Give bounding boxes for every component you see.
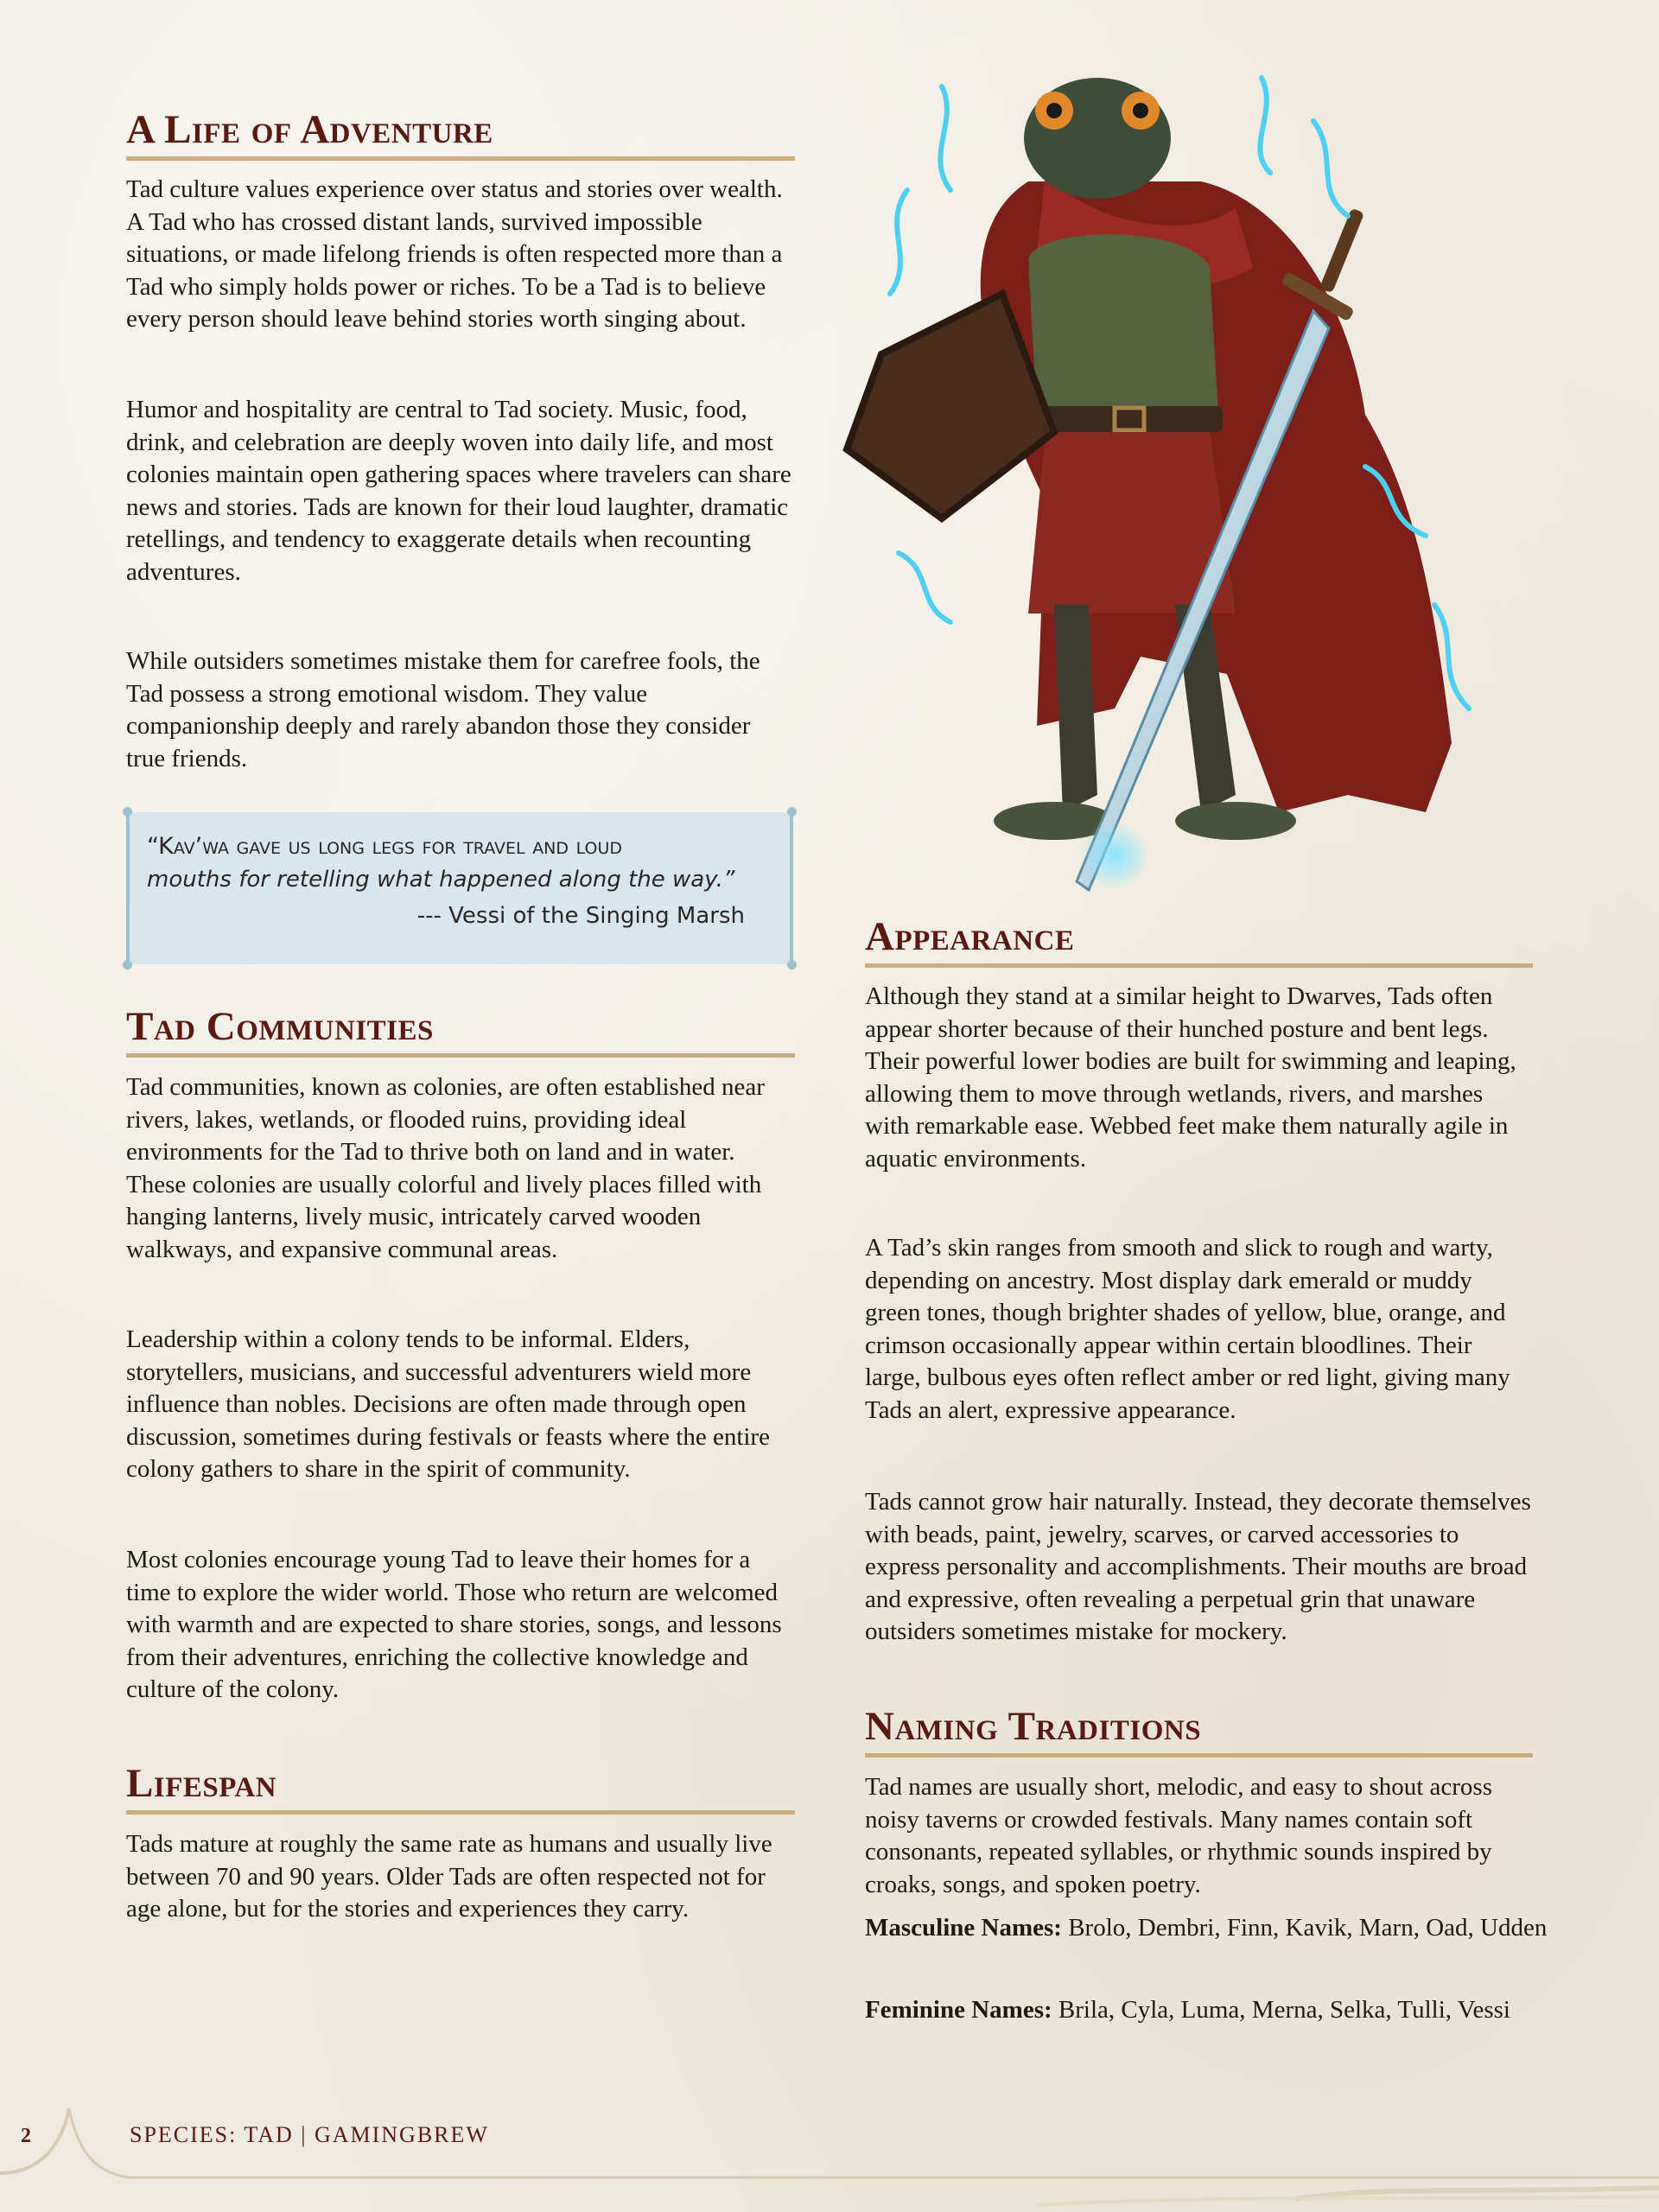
footer-flourish [0,2091,1659,2212]
communities-paragraph-3: Most colonies encourage young Tad to leave their homes for a time to explore the wider world. Those who return are welcomed with warmth and are expected to share stories, songs, and lessons from their adventures, enriching the collective knowledge and culture of the colony. [126,1546,782,1703]
foot-right-shape [1175,802,1296,840]
masculine-names-label: Masculine Names: [865,1914,1062,1942]
quote-corner-dot [787,807,797,817]
heading-naming: Naming Traditions [865,1706,1533,1758]
quote-text-line-1: “Kav’wa gave us long legs for travel and loud [147,833,623,860]
appearance-paragraph-3: Tads cannot grow hair naturally. Instead, they decorate themselves with beads, paint, jewelry, scarves, or carved accessories to express personality and accomplishments. Their mouths are broad and expressive, often revealing a perpetual grin that unaware outsiders sometimes mistake for mockery. [865,1488,1531,1645]
page-number: 2 [21,2125,31,2147]
quote-attribution: --- Vessi of the Singing Marsh [416,903,745,929]
frog-pupil-left [1046,103,1062,118]
quote-corner-dot [787,960,797,969]
appearance-paragraph-1: Although they stand at a similar height to Dwarves, Tads often appear shorter because of their hunched posture and bent legs. Their powerful lower bodies are built for swimming and leaping, allowing them to move through wetlands, rivers, and marshes with remarkable ease. Webbed feet make them naturally agile in aquatic environments. [865,982,1516,1173]
adventure-paragraph-3: While outsiders sometimes mistake them for carefree fools, the Tad possess a strong emotional wisdom. They value companionship deeply and rarely abandon those they consider true friends. [126,647,760,772]
armor-body-shape [1028,234,1218,428]
frog-pupil-right [1133,103,1148,118]
footer-title: SPECIES: TAD | GAMINGBREW [130,2122,489,2147]
adventure-paragraph-2: Humor and hospitality are central to Tad society. Music, food, drink, and celebration are deeply woven into daily life, and most colonies maintain open gathering spaces where travelers can share news and stories. Tads are known for their loud laughter, dramatic retellings, and tendency to exaggerate details when recounting adventures. [126,396,791,586]
quote-text-line-2: mouths for retelling what happened along the way.” [147,867,735,893]
frog-warrior-illustration [830,52,1555,925]
communities-paragraph-2: Leadership within a colony tends to be informal. Elders, storytellers, musicians, and successful adventurers wield more influence than nobles. Decisions are often made through open discussion, sometimes during festivals or feasts where the entire colony gathers to share in the spirit of community. [126,1325,770,1483]
lifespan-paragraph: Tads mature at roughly the same rate as humans and usually live between 70 and 90 years. Older Tads are often respected not for age alone, but for the stories and experiences they carry. [126,1830,772,1923]
quote-corner-dot [123,807,132,817]
adventure-paragraph-1: Tad culture values experience over status and stories over wealth. A Tad who has crossed distant lands, survived impossible situations, or made lifelong friends is often respected more than a Tad who simply holds power or riches. To be a Tad is to believe every person should leave behind stories worth singing about. [126,175,783,333]
quote-corner-dot [123,960,132,969]
feminine-names-label: Feminine Names: [865,1996,1052,2024]
sword-glow [1080,821,1149,890]
heading-communities: Tad Communities [126,1006,795,1058]
heading-adventure: A Life of Adventure [126,109,795,161]
feminine-names-entry [865,1994,1560,2027]
quote-box [126,812,793,964]
masculine-names-list: Brolo, Dembri, Finn, Kavik, Marn, Oad, Udden [1068,1914,1548,1942]
heading-appearance: Appearance [865,916,1533,968]
feminine-names-list: Brila, Cyla, Luma, Merna, Selka, Tulli, Vessi [1058,1996,1510,2024]
communities-paragraph-1: Tad communities, known as colonies, are often established near rivers, lakes, wetlands, or flooded ruins, providing ideal environments for the Tad to thrive both on land and in water. These colonies are usually colorful and lively places filled with hanging lanterns, lively music, intricately carved wooden walkways, and expansive communal areas. [126,1073,765,1263]
appearance-paragraph-2: A Tad’s skin ranges from smooth and slick to rough and warty, depending on ancestry. Most display dark emerald or muddy green tones, though brighter shades of yellow, blue, orange, and crimson occasionally appear within certain bloodlines. Their large, bulbous eyes often reflect amber or red light, giving many Tads an alert, expressive appearance. [865,1234,1510,1424]
heading-lifespan: Lifespan [126,1763,795,1815]
naming-paragraph: Tad names are usually short, melodic, and easy to shout across noisy taverns or crowded festivals. Many names contain soft consonants, repeated syllables, or rhythmic sounds inspired by croaks, songs, and spoken poetry. [865,1773,1493,1898]
sword-grip-shape [1319,208,1364,294]
masculine-names-entry [865,1912,1560,1945]
